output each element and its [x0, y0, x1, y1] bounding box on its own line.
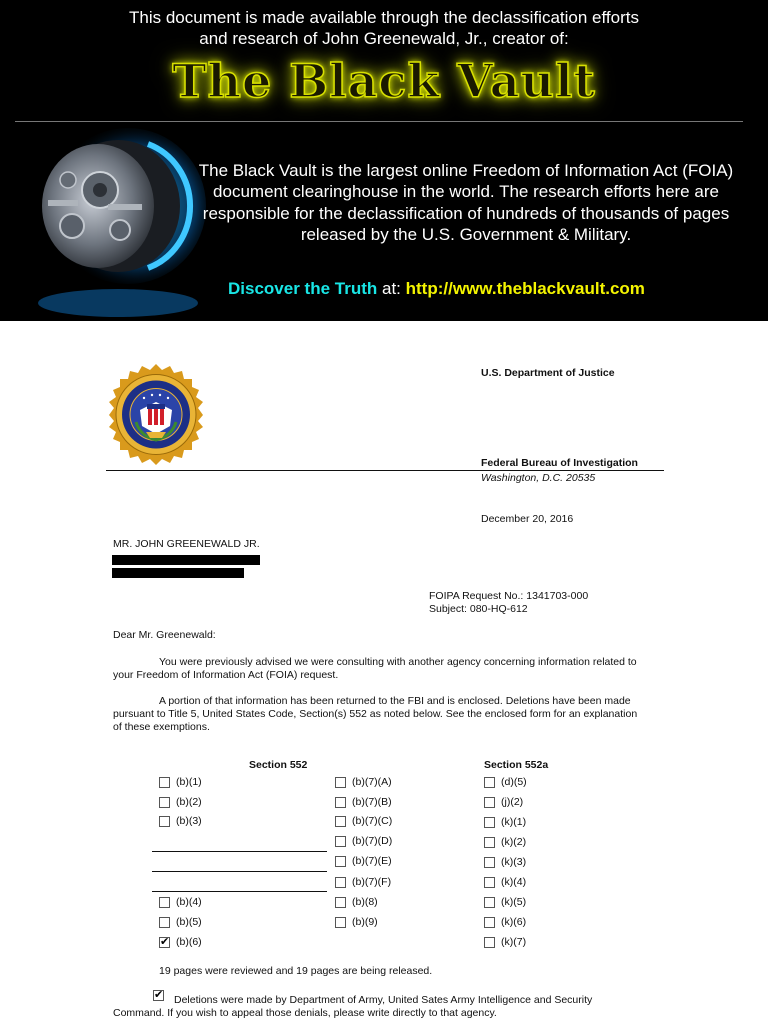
exemption-label: (b)(4)	[176, 896, 202, 908]
exemption-label: (b)(7)(E)	[352, 855, 392, 867]
redaction-bar	[112, 555, 260, 565]
exemption-checkbox[interactable]	[159, 777, 170, 788]
banner-divider	[15, 121, 743, 122]
exemption-label: (b)(5)	[176, 916, 202, 928]
exemption-checkbox[interactable]	[335, 797, 346, 808]
exemption-checkbox[interactable]	[159, 797, 170, 808]
paragraph-2-line-2: pursuant to Title 5, United States Code, Section(s) 552 as noted below. See the enclosed form for an explanation	[113, 708, 638, 720]
exemption-checkbox[interactable]	[484, 877, 495, 888]
deletions-note-line-1: Deletions were made by Department of Army, United Sates Army Intelligence and Security	[174, 994, 593, 1006]
exemption-label: (k)(3)	[501, 856, 527, 868]
exemption-label: (k)(5)	[501, 896, 527, 908]
paragraph-2-line-1: A portion of that information has been returned to the FBI and is enclosed. Deletions have been made	[159, 695, 631, 707]
discover-label: Discover the Truth	[228, 279, 378, 298]
exemption-checkbox[interactable]	[484, 777, 495, 788]
paragraph-2-line-3: of these exemptions.	[113, 721, 210, 733]
exemption-label: (b)(7)(C)	[352, 815, 393, 827]
exemption-label: (b)(7)(D)	[352, 835, 393, 847]
exemption-label: (b)(1)	[176, 776, 202, 788]
discover-at: at:	[382, 279, 401, 298]
banner-intro-line-2: and research of John Greenewald, Jr., creator of:	[199, 29, 569, 48]
banner-description-line-3: responsible for the declassification of hundreds of thousands of pages	[202, 204, 730, 223]
department-name: U.S. Department of Justice	[481, 367, 615, 379]
exemption-checkbox[interactable]	[484, 797, 495, 808]
exemption-label: (b)(7)(A)	[352, 776, 392, 788]
exemption-label: (k)(7)	[501, 936, 527, 948]
deletions-checkbox[interactable]	[153, 990, 164, 1001]
bureau-location: Washington, D.C. 20535	[481, 472, 596, 484]
exemption-label: (b)(2)	[176, 796, 202, 808]
exemption-label: (b)(6)	[176, 936, 202, 948]
exemption-label: (b)(7)(F)	[352, 876, 392, 888]
banner-intro-line-1: This document is made available through the declassification efforts	[129, 8, 639, 27]
exemption-label: (k)(1)	[501, 816, 527, 828]
exemption-checkbox[interactable]	[159, 897, 170, 908]
banner-description-line-4: released by the U.S. Government & Military.	[300, 225, 632, 244]
exemption-checkbox[interactable]	[159, 816, 170, 827]
deletions-note-line-2: Command. If you wish to appeal those denials, please write directly to that agency.	[113, 1007, 497, 1019]
section-552-heading: Section 552	[249, 759, 308, 771]
exemption-checkbox[interactable]	[484, 837, 495, 848]
exemption-checkbox[interactable]	[484, 917, 495, 928]
paragraph-1-line-1: You were previously advised we were consulting with another agency concerning information related to	[159, 656, 637, 668]
exemption-checkbox[interactable]	[484, 937, 495, 948]
website-link[interactable]: http://www.theblackvault.com	[405, 279, 645, 298]
recipient-name: MR. JOHN GREENEWALD JR.	[113, 538, 260, 550]
exemption-checkbox[interactable]	[335, 917, 346, 928]
redaction-bar	[112, 568, 244, 578]
foipa-request-number: FOIPA Request No.: 1341703-000	[429, 590, 589, 602]
exemption-checkbox[interactable]	[335, 816, 346, 827]
exemption-checkbox[interactable]	[335, 856, 346, 867]
fbi-seal-icon	[104, 364, 208, 466]
bureau-name: Federal Bureau of Investigation	[481, 457, 638, 469]
exemption-label: (b)(3)	[176, 815, 202, 827]
exemption-checkbox[interactable]	[484, 817, 495, 828]
exemption-label: (d)(5)	[501, 776, 527, 788]
discover-truth-line	[228, 279, 645, 299]
exemption-checkbox[interactable]	[159, 917, 170, 928]
pages-summary: 19 pages were reviewed and 19 pages are being released.	[159, 965, 433, 977]
exemption-checkbox[interactable]	[484, 857, 495, 868]
exemption-label: (k)(2)	[501, 836, 527, 848]
salutation: Dear Mr. Greenewald:	[113, 629, 216, 641]
banner-logo-title: The Black Vault	[172, 54, 596, 108]
exemption-label: (j)(2)	[501, 796, 524, 808]
banner-description-line-1: The Black Vault is the largest online Freedom of Information Act (FOIA)	[198, 161, 734, 180]
vault-door-image	[8, 128, 208, 318]
exemption-label: (k)(4)	[501, 876, 527, 888]
exemption-checkbox[interactable]	[335, 897, 346, 908]
letterhead-rule	[106, 470, 664, 471]
exemption-checkbox[interactable]	[335, 836, 346, 847]
black-vault-banner	[0, 0, 768, 321]
request-subject: Subject: 080-HQ-612	[429, 603, 528, 615]
letter-date: December 20, 2016	[481, 513, 574, 525]
section-552a-heading: Section 552a	[484, 759, 549, 771]
exemption-label: (b)(7)(B)	[352, 796, 392, 808]
exemption-checkbox[interactable]	[335, 777, 346, 788]
banner-description-line-2: document clearinghouse in the world. The research efforts here are	[213, 182, 719, 201]
blank-rule	[152, 891, 327, 892]
exemption-label: (k)(6)	[501, 916, 527, 928]
exemption-label: (b)(8)	[352, 896, 378, 908]
paragraph-1-line-2: your Freedom of Information Act (FOIA) request.	[113, 669, 339, 681]
exemption-label: (b)(9)	[352, 916, 378, 928]
blank-rule	[152, 871, 327, 872]
exemption-checkbox[interactable]	[335, 877, 346, 888]
blank-rule	[152, 851, 327, 852]
exemption-checkbox[interactable]	[484, 897, 495, 908]
exemption-checkbox[interactable]	[159, 937, 170, 948]
